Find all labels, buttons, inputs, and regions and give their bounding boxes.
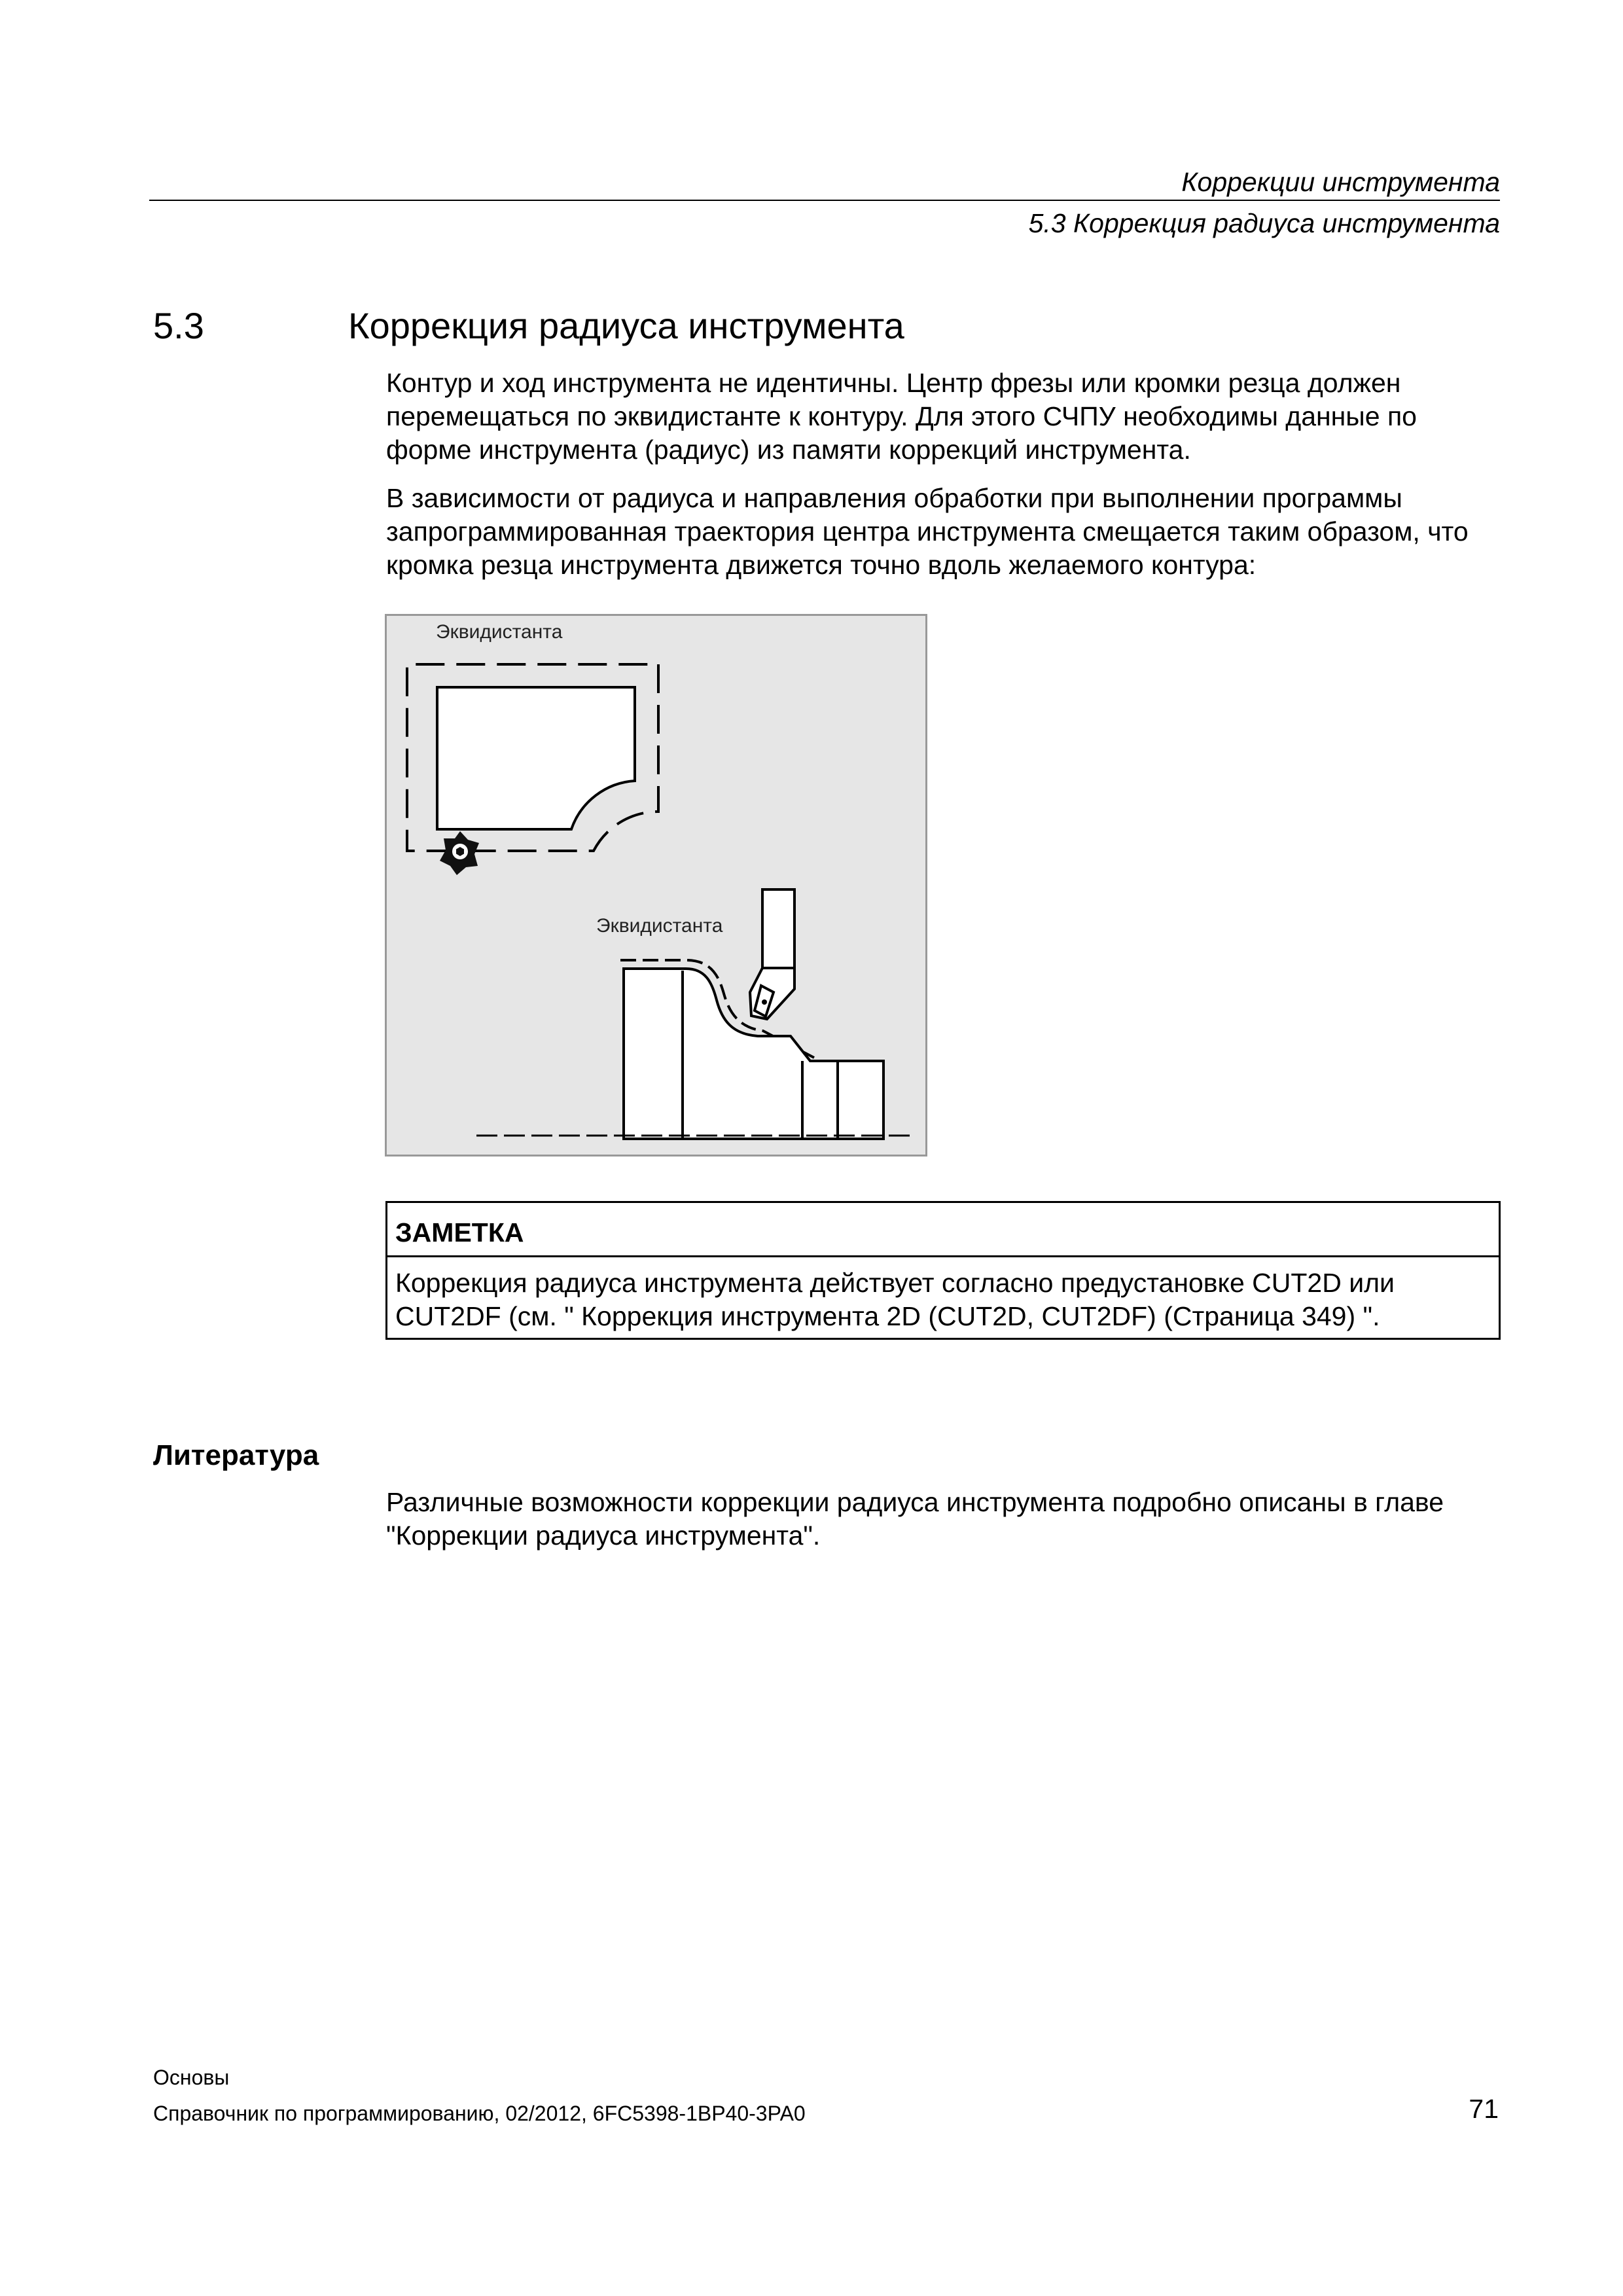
note-heading: ЗАМЕТКА [387, 1203, 1499, 1257]
section-title: Коррекция радиуса инструмента [348, 305, 904, 346]
section-number: 5.3 [153, 305, 204, 346]
literature-text: Различные возможности коррекции радиуса инструмента подробно описаны в главе "Коррекции радиуса инструмента". [386, 1487, 1444, 1551]
footer-document-info: Справочник по программированию, 02/2012, 6FC5398-1BP40-3PA0 [153, 2102, 806, 2125]
running-head-section: 5.3 Коррекция радиуса инструмента [1028, 208, 1500, 238]
note-box [385, 1201, 1501, 1340]
literature-paragraph [386, 1486, 1499, 1552]
running-head-chapter: Коррекции инструмента [1181, 167, 1500, 197]
footer-title: Основы [153, 2066, 230, 2089]
note-text: Коррекция радиуса инструмента действует согласно предустановке CUT2D или CUT2DF (см. " Коррекция инструмента 2D (CUT2D, CUT2DF) (Страница 349) ". [395, 1268, 1395, 1331]
paragraph-2-text: В зависимости от радиуса и направления обработки при выполнении программы запрограммированная траектория центра инструмента смещается таким образом, что кромка резца инструмента движется точно вдоль желаемого контура: [386, 483, 1469, 580]
running-head-rule [149, 200, 1500, 201]
tool-compensation-figure [385, 614, 927, 1157]
paragraph-1-text: Контур и ход инструмента не идентичны. Центр фрезы или кромки резца должен перемещаться по эквидистанте к контуру. Для этого СЧПУ необходимы данные по форме инструмента (радиус) из памяти коррекций инструмента. [386, 368, 1417, 465]
figure-label-top: Эквидистанта [436, 621, 563, 643]
paragraph-2 [386, 482, 1499, 582]
literature-heading: Литература [153, 1439, 319, 1471]
paragraph-1 [386, 367, 1499, 467]
figure-label-bottom: Эквидистанта [596, 915, 723, 937]
page-number: 71 [1469, 2094, 1499, 2124]
